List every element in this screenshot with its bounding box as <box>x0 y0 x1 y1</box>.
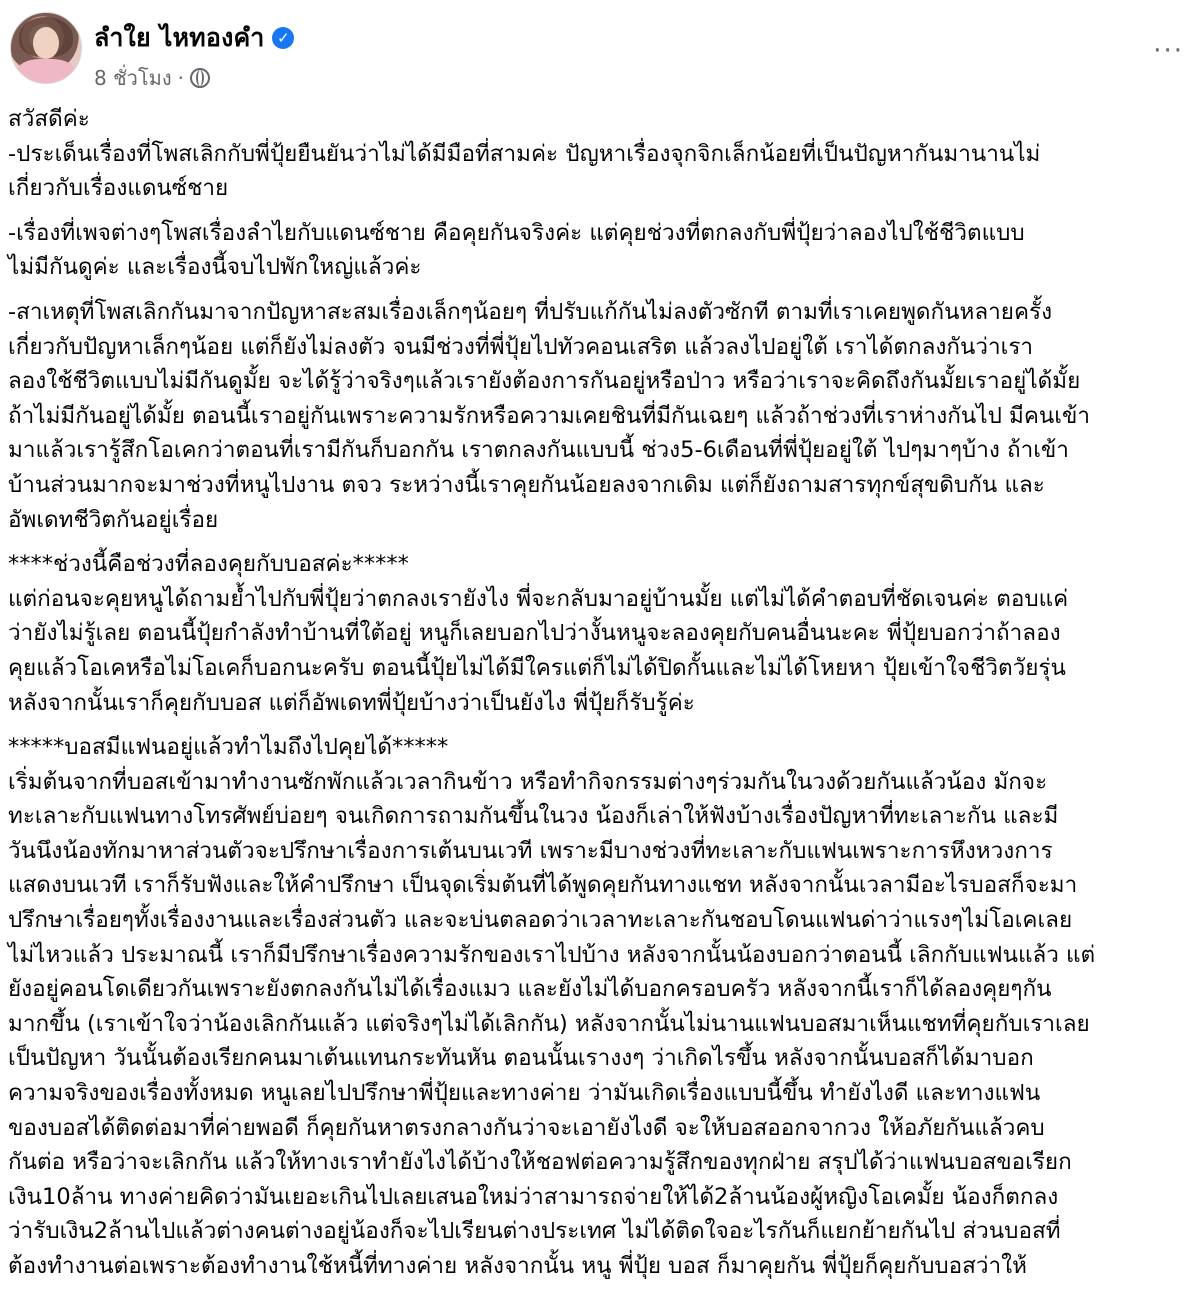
post-text-line: ต้องทำงานต่อเพราะต้องทำงานใช้หนี้ที่ทางค่าย หลังจากนั้น หนู พี่ปุ้ย บอส ก็มาคุยกัน พี่ปุ้ยก็คุยกับบอสว่าให้ <box>8 1253 1027 1279</box>
post-text-line: ลองใช้ชีวิตแบบไม่มีกันดูมั้ย จะได้รู้ว่าจริงๆแล้วเรายังต้องการกันอยู่หรือป่าว หรือว่าเราจะคิดถึงกันมั้ยเราอยู่ได้มั้ย <box>8 368 1081 395</box>
post-text-line: สวัสดีค่ะ <box>8 106 90 132</box>
post-text-line: ไม่มีกันดูค่ะ และเรื่องนี้จบไปพักใหญ่แล้วค่ะ <box>8 254 422 281</box>
post-text-line: มากขึ้น (เราเข้าใจว่าน้องเลิกกันแล้ว แต่จริงๆไม่ได้เลิกกัน) หลังจากนั้นไม่นานแฟนบอสมาเห็นแชทที่คุยกับเราเลย <box>8 1010 1090 1037</box>
post-timestamp[interactable]: 8 ชั่วโมง <box>94 66 172 90</box>
post-text-line: ว่ารับเงิน2ล้านไปแล้วต่างคนต่างอยู่น้องก็จะไปเรียนต่างประเทศ ไม่ได้ติดใจอะไรกันก็แยกย้ายกันไป ส่วนบอสที่ <box>8 1218 1061 1245</box>
post-text-line: -ประเด็นเรื่องที่โพสเลิกกับพี่ปุ้ยยืนยันว่าไม่ได้มีมือที่สามค่ะ ปัญหาเรื่องจุกจิกเล็กน้อยที่เป็นปัญหากันมานานไม่ <box>8 140 1041 167</box>
post-text-line: กันต่อ หรือว่าจะเลิกกัน แล้วให้ทางเราทำยังไงได้บ้างให้ชอฟต่อความรู้สึกของทุกฝ่าย สรุปได้ว่าแฟนบอสขอเรียก <box>8 1149 1072 1176</box>
post-text-line: ไม่ไหวแล้ว ประมาณนี้ เราก็มีปรึกษาเรื่องความรักของเราไปบ้าง หลังจากนั้นน้องบอกว่าตอนนี้ เลิกกับแฟนแล้ว แต่ <box>8 941 1096 968</box>
post-paragraph <box>8 730 1194 1284</box>
post-text-line: มาแล้วเรารู้สึกโอเคกว่าตอนที่เรามีกันก็บอกกัน เราตกลงกันแบบนี้ ช่วง5-6เดือนที่พี่ปุ้ยอยู่ใต้ ไปๆมาๆบ้าง ถ้าเข้า <box>8 437 1069 464</box>
post-text-line: เริ่มต้นจากที่บอสเข้ามาทำงานซักพักแล้วเวลากินข้าว หรือทำกิจกรรมต่างๆร่วมกันในวงด้วยกันแล้วน้อง มักจะ <box>8 768 1048 795</box>
post-text-line: -เรื่องที่เพจต่างๆโพสเรื่องลำไยกับแดนซ์ชาย คือคุยกันจริงค่ะ แต่คุยช่วงที่ตกลงกับพี่ปุ้ยว่าลองไปใช้ชีวิตแบบ <box>8 219 1025 246</box>
post-text-line: เกี่ยวกับปัญหาเล็กๆน้อย แต่ก็ยังไม่ลงตัว จนมีช่วงที่พี่ปุ้ยไปทัวคอนเสริต แล้วลงไปอยู่ใต้ เราได้ตกลงกันว่าเรา <box>8 333 1034 360</box>
post-text-line: ของบอสได้ติดต่อมาที่ค่ายพอดี ก็คุยกันหาตรงกลางกันว่าจะเอายังไงดี จะให้บอสออกจากวง ให้อภัยกันแล้วคบ <box>8 1114 1045 1141</box>
post-text-line: หลังจากนั้นเราก็คุยกับบอส แต่ก็อัพเดทพี่ปุ้ยบ้างว่าเป็นยังไง พี่ปุ้ยก็รับรู้ค่ะ <box>8 689 695 716</box>
post-text-line: แสดงบนเวที เราก็รับฟังและให้คำปรึกษา เป็นจุดเริ่มต้นที่ได้พูดคุยกันทางแชท หลังจากนั้นเวลามีอะไรบอสก็จะมา <box>8 872 1078 899</box>
meta-separator: · <box>177 66 184 90</box>
globe-icon[interactable] <box>190 68 210 88</box>
post-text-line: ความจริงของเรื่องทั้งหมด หนูเลยไปปรึกษาพี่ปุ้ยและทางค่าย ว่ามันเกิดเรื่องแบบนี้ขึ้น ทำยังไงดี และทางแฟน <box>8 1080 1041 1107</box>
author-name[interactable]: ลำใย ไหทองคำ <box>94 23 265 52</box>
post-paragraph <box>8 216 1194 285</box>
post-text-line: เป็นปัญหา วันนั้นต้องเรียกคนมาเต้นแทนกระทันหัน ตอนนั้นเรางงๆ ว่าเกิดไรขึ้น หลังจากนั้นบอสก็ได้มาบอก <box>8 1045 1034 1072</box>
verified-badge-icon: ✓ <box>272 27 294 49</box>
post-paragraph <box>8 295 1194 537</box>
post-body <box>8 102 1194 1294</box>
avatar-face <box>33 27 59 59</box>
post-text-line: วันนึงน้องทักมาหาส่วนตัวจะปรึกษาเรื่องการเต้นบนเวที เพราะมีบางช่วงที่ทะเลาะกับแฟนเพราะการหึงหวงการ <box>8 837 1053 864</box>
post-text-line: คุยแล้วโอเคหรือไม่โอเคก็บอกนะครับ ตอนนี้ปุ้ยไม่ได้มีใครแต่ก็ไม่ได้ปิดกั้นและไม่ได้โหยหา ปุ้ยเข้าใจชีวิตวัยรุ่น <box>8 654 1066 681</box>
post-text-line: ปรึกษาเรื่อยๆทั้งเรื่องงานและเรื่องส่วนตัว และจะบ่นตลอดว่าเวลาทะเลาะกันชอบโดนแฟนด่าว่าแรงๆไม่โอเคเลย <box>8 907 1073 934</box>
post-text-line: เงิน10ล้าน ทางค่ายคิดว่ามันเยอะเกินไปเลยเสนอใหม่ว่าสามารถจ่ายให้ได้2ล้านน้องผู้หญิงโอเคมั้ย น้องก็ตกลง <box>8 1183 1059 1210</box>
post-text-line: แต่ก่อนจะคุยหนูได้ถามย้ำไปกับพี่ปุ้ยว่าตกลงเรายังไง พี่จะกลับมาอยู่บ้านมั้ย แต่ไม่ได้คำตอบที่ชัดเจนค่ะ ตอบแค่ <box>8 585 1069 612</box>
author-row <box>94 18 294 58</box>
post-text-line: ยังอยู่คอนโดเดียวกันเพราะยังตกลงกันไม่ได้เรื่องแมว และยังไม่ได้บอกครอบครัว หลังจากนี้เราก็ได้ลองคุยๆกัน <box>8 976 1052 1003</box>
post-header <box>10 12 1190 92</box>
post-text-line: บ้านส่วนมากจะมาช่วงที่หนูไปงาน ตจว ระหว่างนี้เราคุยกันน้อยลงจากเดิม แต่ก็ยังถามสารทุกข์สุขดิบกัน และ <box>8 471 1045 498</box>
post-text-line: ****ช่วงนี้คือช่วงที่ลองคุยกับบอสค่ะ***** <box>8 551 409 578</box>
author-avatar[interactable] <box>10 12 82 84</box>
post-meta <box>94 62 210 94</box>
avatar-dress <box>17 59 75 84</box>
post-text-line: ถ้าไม่มีกันอยู่ได้มั้ย ตอนนี้เราอยู่กันเพราะความรักหรือความเคยชินที่มีกันเฉยๆ แล้วถ้าช่วงที่เราห่างกันไป มีคนเข้า <box>8 402 1090 429</box>
post-paragraph <box>8 547 1194 720</box>
post-text-line: อัพเดทชีวิตกันอยู่เรื่อย <box>8 506 219 533</box>
post-text-line: เกี่ยวกับเรื่องแดนซ์ชาย <box>8 175 229 202</box>
post-text-line: ทะเลาะกับแฟนทางโทรศัพย์บ่อยๆ จนเกิดการถามกันขึ้นในวง น้องก็เล่าให้ฟังบ้างเรื่องปัญหาที่ทะเลาะกัน และมี <box>8 803 1059 830</box>
post-text-line: *****บอสมีแฟนอยู่แล้วทำไมถึงไปคุยได้***** <box>8 734 449 761</box>
post-paragraph <box>8 102 1194 206</box>
post-text-line: -สาเหตุที่โพสเลิกกันมาจากปัญหาสะสมเรื่องเล็กๆน้อยๆ ที่ปรับแก้กันไม่ลงตัวซักที ตามที่เราเคยพูดกันหลายครั้ง <box>8 298 1053 325</box>
post-text-line: ว่ายังไม่รู้เลย ตอนนี้ปุ้ยกำลังทำบ้านที่ใต้อยู่ หนูก็เลยบอกไปว่างั้นหนูจะลองคุยกับคนอื่นนะคะ พี่ปุ้ยบอกว่าถ้าลอง <box>8 620 1061 647</box>
more-options-icon[interactable]: ··· <box>1153 36 1184 66</box>
